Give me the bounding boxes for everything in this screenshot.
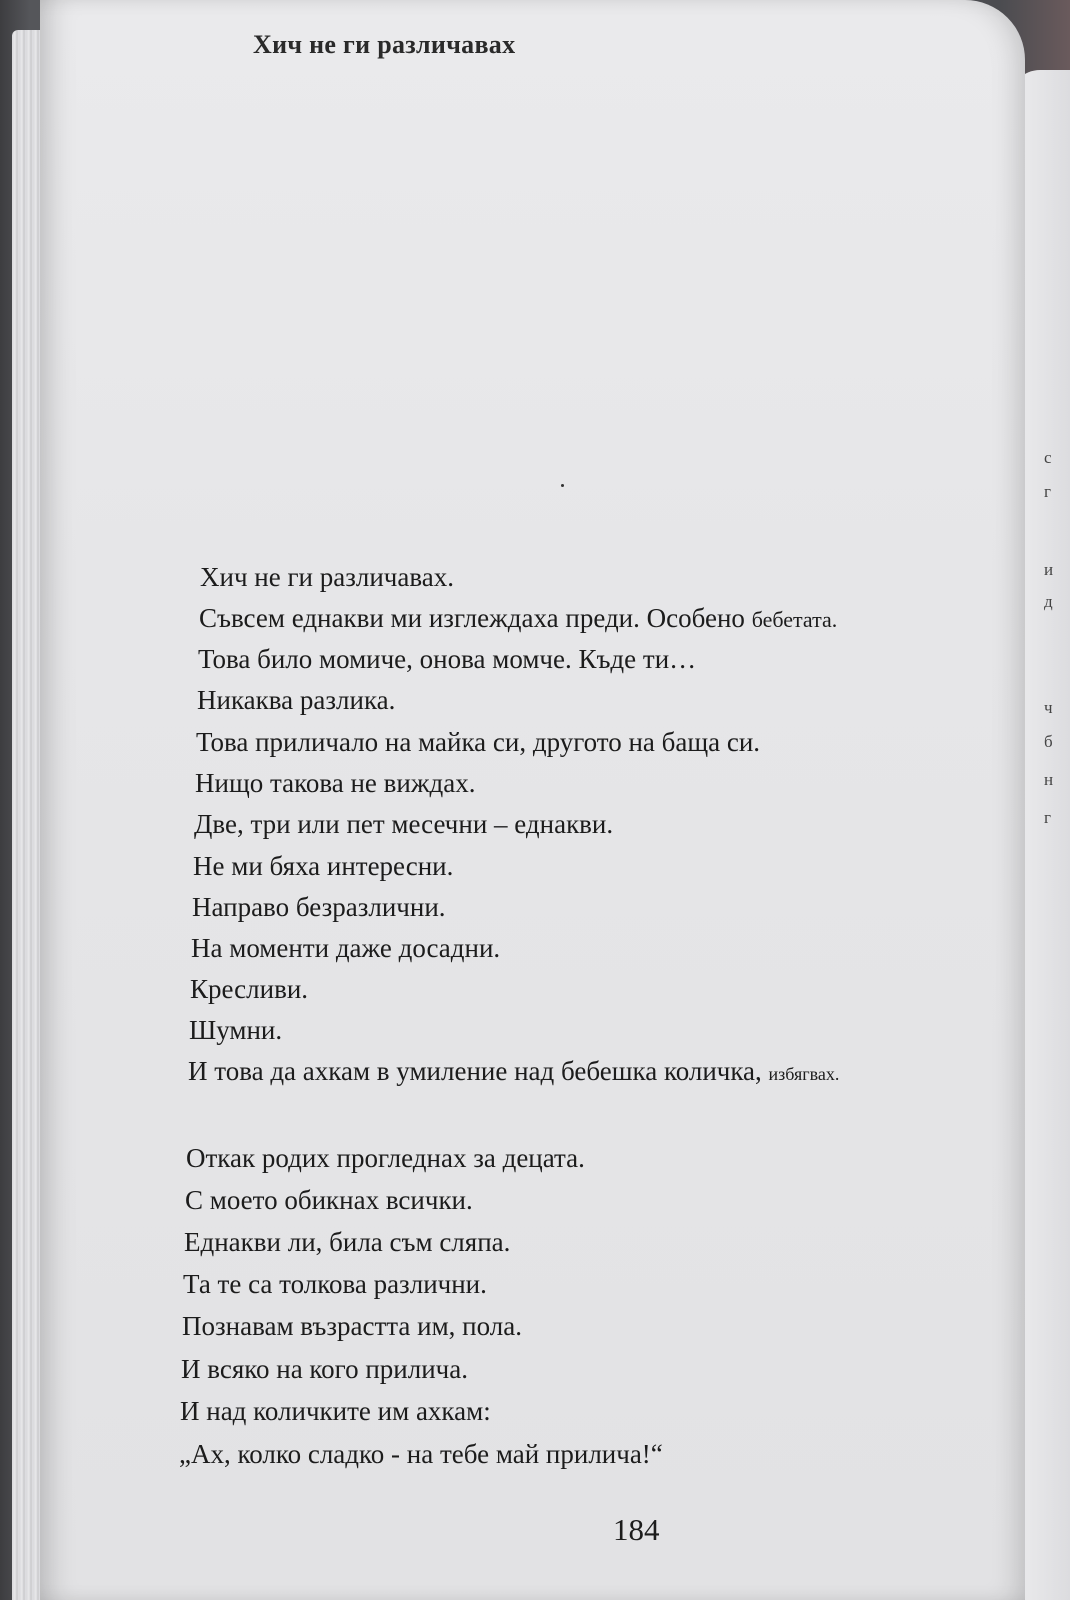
poem-line-tail: избягвах. — [768, 1064, 840, 1084]
poem-line: Нищо такова не виждах. — [195, 768, 476, 798]
poem-line-text: И това да ахкам в умиление над бебешка количка, — [188, 1056, 762, 1086]
poem-line: На моменти даже досадни. — [191, 933, 501, 963]
poem-line: Откак родих прогледнах за децата. — [186, 1143, 585, 1173]
ornament-dot — [561, 484, 564, 487]
poem-line: И всяко на кого прилича. — [181, 1354, 468, 1384]
poem-line: Кресливи. — [190, 974, 309, 1004]
poem-line — [188, 1058, 839, 1085]
poem-line-text: Съвсем еднакви ми изглеждаха преди. Особено — [199, 603, 745, 633]
poem-line: Познавам възрастта им, пола. — [182, 1311, 522, 1341]
next-page-fragment: г — [1044, 808, 1051, 827]
poem-line: Това приличало на майка си, другото на баща си. — [196, 727, 761, 757]
poem-line: С моето обикнах всички. — [185, 1185, 473, 1215]
book-page — [40, 0, 1025, 1600]
poem-line: „Ах, колко сладко - на тебе май прилича!“ — [179, 1439, 663, 1469]
poem-line: Еднакви ли, била съм сляпа. — [184, 1227, 511, 1257]
poem-line: И над количките им ахкам: — [180, 1396, 491, 1426]
poem-line: Направо безразлични. — [192, 892, 446, 922]
poem-line — [199, 605, 837, 632]
next-page-fragment: и — [1044, 560, 1054, 579]
running-head: Хич не ги различавах — [253, 30, 516, 59]
page-number: 184 — [613, 1512, 660, 1547]
next-page-fragment: г — [1044, 482, 1051, 501]
poem-line: Шумни. — [189, 1015, 283, 1045]
next-page-fragment: д — [1044, 592, 1053, 611]
poem-line: Това било момиче, онова момче. Къде ти… — [198, 644, 697, 674]
next-page-fragment: н — [1044, 770, 1054, 789]
poem-line: Не ми бяха интересни. — [193, 851, 454, 881]
poem-line: Две, три или пет месечни – еднакви. — [194, 809, 614, 839]
next-page-fragment: с — [1044, 448, 1052, 467]
next-page-fragment: б — [1044, 732, 1053, 751]
poem-line: Никаква разлика. — [197, 685, 396, 715]
poem-line: Та те са толкова различни. — [183, 1269, 487, 1299]
next-page-fragment: ч — [1044, 698, 1053, 717]
poem-line: Хич не ги различавах. — [200, 562, 454, 592]
poem-line-tail: бебетата. — [751, 607, 838, 632]
